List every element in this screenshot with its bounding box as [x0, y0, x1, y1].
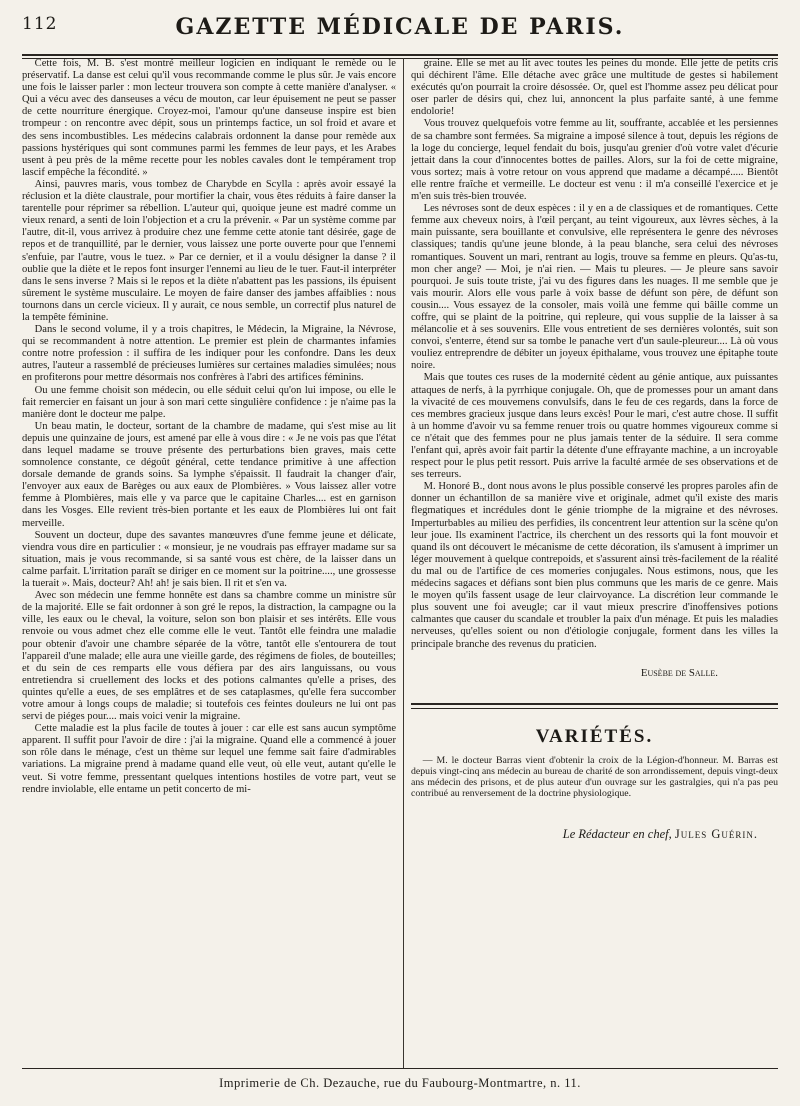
editor-credit	[411, 828, 778, 840]
section-title: VARIÉTÉS.	[535, 725, 654, 747]
paragraph: Souvent un docteur, dupe des savantes manœuvres d'une femme jeune et délicate, viendra vous dire en particulier : « monsieur, je ne voudrais pas effrayer madame sur sa situation, mais je vous recommande, si sa santé vous est chère, de la laisser dans un calme parfait. L'irritation paraît se diriger en ce moment sur la poitrine...., une grossesse la tuerait ». Mais, docteur? Ah! ah! je sais bien. Il rit et s'en va.	[22, 529, 396, 590]
paragraph: M. Honoré B., dont nous avons le plus possible conservé les propres paroles afin de donner un échantillon de sa manière vive et originale, admet qu'il existe des maris flegmatiques et incrédules dont le génie triomphe de la migraine et des névroses. Imperturbables au milieu des perfidies, ils concentrent leur attention sur la scène qu'on leur joue. Ils examinent l'actrice, ils cherchent un des ressorts qui la font mouvoir et quand ils ont découvert le mécanisme de cette décoration, ils s'amusent à imprimer un léger mouvement à quelque contrepoids, et s'assurent ainsi très-facilement de la réalité du mal ou de l'artifice de ces momeries conjugales. Nous estimons, nous, que les médecins sagaces et défians sont bien plus communs que les maris de ce genre. Mais le moyen qu'ils fassent usage de leur clairvoyance. La discrétion leur commande le plus souvent une foi aveugle; car il vaut mieux prescrire d'inoffensives potions calmantes que causer du scandale et troubler la paix d'un ménage. Et puis les maladies nerveuses, qu'elles soient ou non d'étiologie conjugale, forment dans les villes la principale branche des revenus du praticien.	[411, 481, 778, 650]
paragraph: Un beau matin, le docteur, sortant de la chambre de madame, qui s'est mise au lit depuis une quinzaine de jours, est amené par elle à vous dire : « Je ne vois pas que l'état dans lequel madame se trouve présente des perturbations bien graves, mais cette somnolence constante, ce dégoût général, cette tendance primitive à une affection dorsale demande de grands soins. Sa lymphe s'épaissit. Il faudrait la changer d'air, l'envoyer aux eaux de Barèges ou aux eaux de Plombières. » Vous laissez aller votre femme à Plombières, mais elle y va parce que le capitaine Charles.... est en garnison dans les Vosges. Elle revient très-bien portante et les eaux de Plombières lui ont fait merveille.	[22, 420, 396, 529]
section-rule-thin	[411, 708, 778, 709]
journal-title: GAZETTE MÉDICALE DE PARIS.	[175, 14, 625, 40]
paragraph: Avec son médecin une femme honnête est dans sa chambre comme un ministre sûr de la majorité. Elle se fait ordonner à son gré le repos, la distraction, la campagne ou la ville, les eaux ou le cheval, la voiture, selon son bon plaisir et ses intérêts. Elle vous renvoie ou vous admet chez elle comme elle le veut. Tantôt elle feindra une maladie pour obtenir d'avoir une chambre séparée de la vôtre, tantôt elle s'entourera de tout l'appareil d'une malade; elle aura une vieille garde, des régimens de fioles, de bouteilles; et du sein de ces remparts elle vous défiera par des airs languissans, ou vous entretiendra si cruellement des locks et des potions calmantes qu'elle a prises, des quintes qu'elle a eues, de ses emplâtres et de ses cataplasmes, qu'elle fera succomber votre amour à longs coups de maladie; si toutefois ces feintes douleurs ne lui ont pas servi de piéges pour.... mais voici venir la migraine.	[22, 590, 396, 723]
page-header	[22, 14, 778, 48]
paragraph: Ainsi, pauvres maris, vous tombez de Charybde en Scylla : après avoir essayé la réclusion et la diète claustrale, pour mortifier la chair, vous êtes réduits à faire danser la tarentelle pour réprimer sa rébellion. L'auteur qui, quoique jeune est madré comme un vieux renard, a senti de loin l'objection et a cru la prévenir. « Par un système comme par l'autre, dit-il, vous arrivez à produire chez une femme cette atonie tant désirée, gage de repos et de tranquillité, par le dernier, vous laissez une porte ouverte pour que l'ennemi s'enfuie, par l'autre, vous le tuez. » Par ce dernier, et il a voulu désigner la danse ? il oublie que la diète et le repos font insurger l'ennemi au lieu de le tuer. Faut-il interpréter dans le sens inverse ? Mais si le repos et la diète n'abattent pas les passions, ils épuisent sûrement le système musculaire. Le moyen de faire danser des jambes affaiblies : nous tournons dans un cercle vicieux. Il y aurait, ce nous semble, un correctif plus naturel de la tempête féminine.	[22, 178, 396, 323]
printer-imprint: Imprimerie de Ch. Dezauche, rue du Faubourg-Montmartre, n. 11.	[219, 1076, 581, 1090]
paragraph: Ou une femme choisit son médecin, ou elle séduit celui qu'on lui impose, ou elle le fait remercier en faisant un jour à son mari cette singulière confidence : je n'aime pas la manière dont le docteur me palpe.	[22, 384, 396, 420]
left-column	[22, 58, 396, 1068]
section-rule	[411, 703, 778, 705]
paragraph: Mais que toutes ces ruses de la modernité cèdent au génie antique, aux puissantes attaques de nerfs, à la pyrrhique conjugale. Oh, que de promesses pour un amant dans la vivacité de ces mouvemens convulsifs, dans le feu de ces regards, dans la force de ces membres gracieux jusque dans leurs excès! Pour le mari, c'est autre chose. Il suffit à un homme d'avoir vu sa femme renuer trois ou quatre hommes vigoureux comme si ce n'était que des femmes pour ne plus jamais tenter de la séduire. Il sera comme l'enfant qui, après avoir fait partir la détente d'une effrayante machine, a un incroyable respect pour le plus petit ressort. Puis arrive la faculté armée de ses observations et de ses terreurs.	[411, 372, 778, 481]
right-column	[411, 58, 778, 1068]
paragraph: Vous trouvez quelquefois votre femme au lit, souffrante, accablée et les persiennes de sa chambre sont fermées. Sa migraine a imposé silence à tout, depuis les régions de la loge du concierge, lequel fendait du bois, jusqu'au grenier d'où votre valet d'écurie jettait dans la cour d'innocentes bottes de pailles. Alors, sur la foi de cette migraine, vous sortez; mais à votre retour on vous apprend que madame a décampé..... Bientôt elle rentre fraîche et vermeille. Le docteur est venu : il m'a conseillé l'exercice et je m'en suis très-bien trouvée.	[411, 118, 778, 203]
paragraph: Dans le second volume, il y a trois chapitres, le Médecin, la Migraine, la Névrose, qui se recommandent à notre attention. Le premier est plein de charmantes infamies contre notre profession : il suffira de les indiquer pour les confondre. Dans les deux autres, l'auteur a rassemblé de précieuses lumières sur certaines maladies simulées; nous en profiterons pour mettre désormais nos confrères à l'abri des artifices féminins.	[22, 324, 396, 384]
paragraph: graine. Elle se met au lit avec toutes les peines du monde. Elle jette de petits cris qui déchirent l'âme. Elle détache avec grâce une multitude de gestes si habilement exécutés qu'on pourrait la croire désossée. Or, quel est l'homme assez peu délicat pour oser parler de désirs qui, chez lui, annoncent la plus parfaite santé, à une femme endolorie!	[411, 58, 778, 118]
page-number: 112	[22, 14, 58, 34]
author-signature	[411, 667, 778, 679]
footer-rule	[22, 1068, 778, 1069]
editor-label: Le Rédacteur en chef,	[562, 826, 672, 841]
editor-name: Jules Guérin.	[674, 826, 758, 841]
column-divider	[403, 58, 404, 1068]
news-item: — M. le docteur Barras vient d'obtenir la croix de la Légion-d'honneur. M. Barras est depuis vingt-cinq ans médecin au bureau de charité de son arrondissement, depuis vingt-deux ans médecin des prisons, et de plus auteur d'un ouvrage sur les gastralgies, qui n'a pas peu contribué au renversement de la doctrine physiologique.	[411, 754, 778, 800]
paragraph: Les névroses sont de deux espèces : il y en a de classiques et de romantiques. Cette femme aux cheveux noirs, à l'œil perçant, au teint vigoureux, aux lèvres sèches, à la main puissante, sera bouillante et convulsive, elle représentera le genre des névroses classiques; tandis qu'une jeune blonde, à la peau blanche, sera celui des névroses romantiques. Souvent un mari, rentrant au logis, trouve sa femme en pleurs. Qu'as-tu, mon cher ange? — Moi, je n'ai rien. — Mais tu pleures. — Je pleure sans savoir pourquoi. Je suis toute triste, j'ai vu des figures dans les nuages. Il me semble que je vais mourir. Alors elle vous parle à voix basse de défunt son père, de défunt son cousin.... Vous essayez de la consoler, mais voilà une femme qui bâille comme un coffre, qui se plaint de la poitrine, qui repleure, qui vous supplie de la laisser à sa mélancolie et à ses souvenirs. Elle vous entretient de ses dernières volontés, suit son convoi, s'enterre, étend sur sa tombe le panache vert d'un saule-pleureur.... Là où vous vouliez entreprendre de débiter un joyeux épithalame, vous trouvez une épitaphe toute noire.	[411, 203, 778, 372]
paragraph: Cette maladie est la plus facile de toutes à jouer : car elle est sans aucun symptôme apparent. Il suffit pour l'avoir de dire : j'ai la migraine. Quand elle a commencé à jouer son rôle dans le ménage, c'est un thème sur lequel une femme sait faire d'admirables variations. La migraine prend à madame quand elle veut, où elle veut, autant qu'elle le veut. Si votre femme, pressentant quelques intentions hostiles de votre part, veut se rendre inviolable, elle entame un petit concerto de mi-	[22, 723, 396, 795]
paragraph: Cette fois, M. B. s'est montré meilleur logicien en indiquant le remède ou le préservatif. La danse est celui qu'il vous recommande comme le plus sûr. Je vais encore une fois le laisser parler : mon lecteur trouvera son compte à cette manière d'analyser. « Qui a vécu avec des danseuses a vécu de mouton, car leur épuisement ne peut se passer de cette nourriture énergique. Croyez-moi, l'amour qu'une danseuse inspire est bien trompeur : on rencontre avec dépit, sous un printemps factice, un sol froid et avare et des sens incombustibles. Les médecins calabrais ordonnent la danse pour remède aux passions hystériques qui sont communes parmi les femmes de leur pays, et les Arabes usent à peu près de la même recette pour les nobles cavales dont le tempérament trop lascif empêche la fécondité. »	[22, 58, 396, 178]
author-name: Eusèbe de Salle.	[640, 666, 718, 679]
header-rule	[22, 54, 778, 56]
